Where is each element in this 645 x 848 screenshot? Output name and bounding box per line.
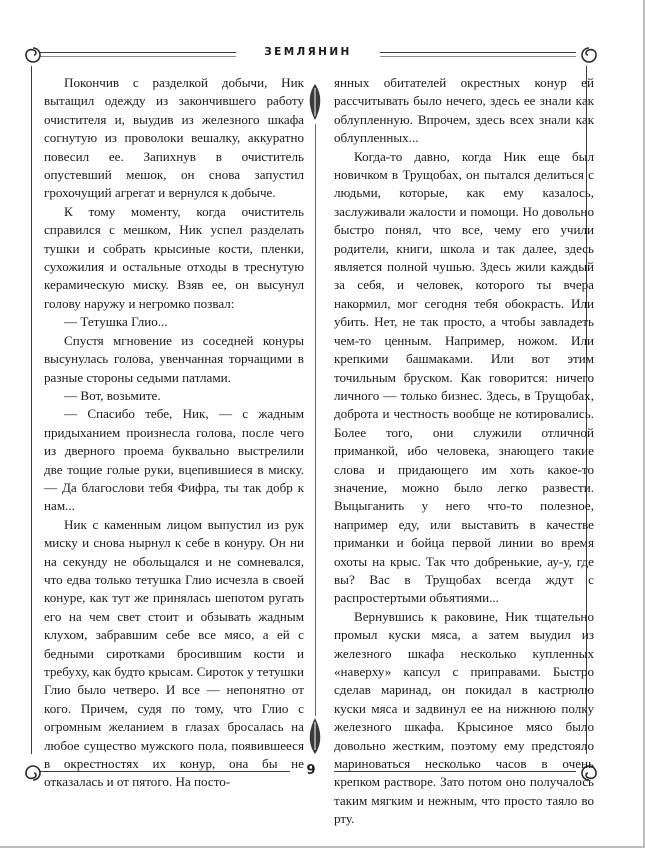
- corner-ornament-bottom-left-icon: [22, 762, 44, 784]
- right-text-column: [334, 74, 594, 827]
- header-rule-right: [380, 52, 576, 53]
- paragraph: К тому моменту, когда очиститель справился с мешком, Ник успел разделать тушки и собрать крысиные кости, пленки, сухожилия и остальные отходы в треснутую керамическую миску. Взяв ее, он высунул голову наружу и негромко позвал:: [44, 203, 304, 311]
- paragraph: Покончив с разделкой добычи, Ник вытащил одежду из закончившего работу очистителя и, выудив из железного шкафа согнутую из проволоки вешалку, аккуратно повесил ее. Запихнув в очиститель опустевший мешок, он снова запустил грохочущий агрегат и вернулся к добыче.: [44, 75, 304, 201]
- column-divider: [315, 124, 316, 716]
- paragraph: Спустя мгновение из соседней конуры высунулась голова, увенчанная торчащими в разные стороны седыми патлами.: [44, 332, 304, 385]
- header-rule-left: [40, 52, 236, 53]
- left-text-column: [44, 74, 304, 790]
- dialogue-line: — Вот, возьмите.: [64, 387, 161, 403]
- paragraph: Вернувшись к раковине, Ник тщательно промыл куски мяса, а затем выудил из железного шкафа несколько купленных «наверху» капсул с приправами. Быстро сделав маринад, он покидал в кастрюлю куски мяса и задвинул ее на нижнюю полку железного шкафа. Крысиное мясо было довольно жестким, поэтому ему предстояло мариноваться несколько часов в очень крепком растворе. Зато потом оно получалось таким мягким и нежным, что просто таяло во рту.: [334, 608, 594, 827]
- corner-ornament-top-right-icon: [578, 44, 600, 66]
- header-rule-left-inner: [40, 56, 236, 57]
- running-title: ЗЕМЛЯНИН: [264, 46, 352, 58]
- leaf-ornament-bottom-icon: [303, 716, 327, 756]
- dialogue-line: — Тетушка Глио...: [64, 314, 168, 330]
- header-rule-right-inner: [380, 56, 576, 57]
- leaf-ornament-top-icon: [303, 82, 327, 122]
- paragraph-continuation: янных обитателей окрестных конур ей рассчитывать было нечего, здесь ее знали как облупленную. Впрочем, здесь всех знали как облупленных...: [334, 75, 594, 146]
- corner-ornament-top-left-icon: [22, 44, 44, 66]
- paragraph: Когда-то давно, когда Ник еще был новичком в Трущобах, он пытался делиться с людьми, которые, как ему казалось, заслуживали жалости и помощи. Но довольно быстро понял, что все, чему его учили родители, книги, школа и так далее, здесь является полной чушью. Здесь жили каждый за себя, и человек, которого ты вчера накормил, мог сегодня тебя обокрасть. Или убить. Нет, не так просто, а чтобы завладеть чем-то ценным. Например, ножом. Или крепкими башмаками. Или вот этим точильным бруском. Как говорится: ничего личного — только бизнес. Здесь, в Трущобах, доброта и честность вообще не котировались. Более того, они служили отличной приманкой, ибо человека, знающего такие слова и придающего им хоть какое-то значение, можно было легко развести. Выцыганить у него что-то полезное, например еду, или выставить в качестве приманки и бойца первой линии во время охоты на крыс. Так что добренькие, ау-у, где вы? Вас в Трущобах всегда ждут с распростертыми объятиями...: [334, 148, 594, 606]
- left-frame-rule: [31, 66, 32, 754]
- dialogue-line: — Спасибо тебе, Ник, — с жадным придыханием произнесла голова, после чего из дверного проема буквально выстрелили две тощие голые руки, вцепившиеся в миску. — Да благослови тебя Фифра, ты так добр к нам...: [44, 406, 304, 514]
- paragraph: Ник с каменным лицом выпустил из рук миску и снова нырнул к себе в конуру. Он ни на секунду не обольщался и не сомневался, что едва только тетушка Глио исчезла в своей конуре, как тут же принялась шепотом ругать его на чем свет стоит и обзывать жадным клухом, забравшим себе все мясо, а ей с бедными сиротками бросившим кости и требуху, как будто крысам. Сироток у тетушки Глио было четверо. И все — непонятно от кого. Причем, судя по тому, что Глио с огромным желанием в глазах бросалась на любое существо мужского пола, появившееся в окрестностях их конур, она бы не отказалась и от пятого. На посто-: [44, 516, 304, 790]
- page-number: 9: [306, 763, 316, 778]
